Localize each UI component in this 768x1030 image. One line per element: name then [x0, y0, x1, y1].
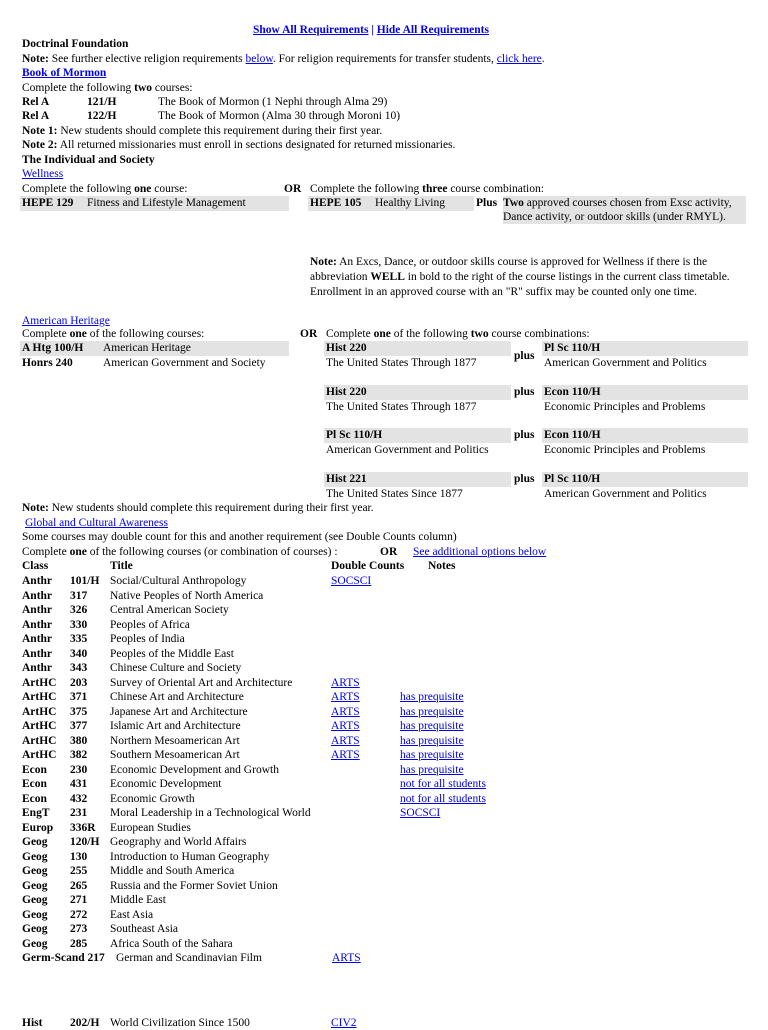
- gca-row-dept: Econ: [22, 793, 47, 805]
- doctrinal-note: Note: See further elective religion requirements below. For religion requirements for transfer students, click here.: [22, 53, 545, 65]
- gca-row-double-count[interactable]: ARTS: [331, 691, 360, 703]
- gca-row-num: 382: [70, 749, 88, 761]
- combo-b-title: Economic Principles and Problems: [544, 444, 706, 456]
- hepe129-row: HEPE 129 Fitness and Lifestyle Management: [20, 196, 289, 211]
- gca-row-dept: Anthr: [22, 662, 53, 674]
- gca-row-double-count[interactable]: ARTS: [331, 677, 360, 689]
- gca-row-dept: Geog: [22, 938, 48, 950]
- individual-heading: The Individual and Society: [22, 154, 155, 166]
- combo-a-code: Hist 220: [324, 341, 511, 356]
- note-2: Note 2: All returned missionaries must enroll in sections designated for returned missionaries.: [22, 139, 456, 151]
- combo-a-code: Hist 221: [324, 472, 511, 487]
- gca-row-title: Native Peoples of North America: [110, 590, 264, 602]
- header-double-counts: Double Counts: [331, 560, 405, 572]
- gca-row-num: 273: [70, 923, 88, 935]
- combo-a-title: American Government and Politics: [326, 444, 489, 456]
- gca-row-num: 380: [70, 735, 88, 747]
- course-dept: Rel A: [22, 96, 50, 108]
- gca-row-dept: Econ: [22, 778, 47, 790]
- book-of-mormon-link[interactable]: Book of Mormon: [22, 67, 107, 79]
- gca-row-dept: Geog: [22, 894, 48, 906]
- gca-row-dept: Europ: [22, 822, 54, 834]
- gca-row-title: Southeast Asia: [110, 923, 179, 935]
- gca-row-double-count[interactable]: ARTS: [331, 720, 360, 732]
- gca-row-dept: Geog: [22, 851, 48, 863]
- gca-row-title: Geography and World Affairs: [110, 836, 247, 848]
- gca-row-title: Peoples of the Middle East: [110, 648, 234, 660]
- or-label: OR: [380, 546, 398, 558]
- gca-row-dept: Anthr: [22, 575, 53, 587]
- or-label: OR: [300, 328, 318, 340]
- ah-note: Note: New students should complete this requirement during their first year.: [22, 502, 374, 514]
- gca-row-num: 255: [70, 865, 88, 877]
- gca-row-note[interactable]: not for all students: [400, 793, 486, 805]
- gca-row-num: 317: [70, 590, 88, 602]
- gca-row-title: Economic Development and Growth: [110, 764, 279, 776]
- gca-row-title: Social/Cultural Anthropology: [110, 575, 247, 587]
- combo-b-code: Econ 110/H: [542, 385, 748, 400]
- additional-options-link[interactable]: See additional options below: [413, 546, 547, 558]
- gca-row-num: 130: [70, 851, 88, 863]
- or-label: OR: [284, 183, 302, 195]
- last-row-dept: Hist: [22, 1017, 43, 1029]
- separator: |: [371, 24, 374, 36]
- wellness-link[interactable]: Wellness: [22, 168, 64, 180]
- bom-instruction: Complete the following two courses:: [22, 82, 193, 94]
- gca-row-double-count[interactable]: ARTS: [331, 749, 360, 761]
- ah-left-course: Honrs 240 American Government and Society: [22, 357, 266, 369]
- last-row-double[interactable]: CIV2: [331, 1017, 357, 1029]
- gca-row-dept: Anthr: [22, 648, 53, 660]
- wellness-right-instruction: Complete the following three course combination:: [310, 183, 544, 195]
- gca-row-title: Economic Development: [110, 778, 222, 790]
- gca-row-double-count[interactable]: ARTS: [331, 735, 360, 747]
- gca-row-num: 101/H: [70, 575, 100, 587]
- gca-row-num: 371: [70, 691, 88, 703]
- plus-label: plus: [514, 473, 535, 485]
- gca-row-num: 231: [70, 807, 88, 819]
- germ-scand-double[interactable]: ARTS: [332, 952, 361, 964]
- gca-row-dept: Geog: [22, 865, 48, 877]
- gca-row-note[interactable]: not for all students: [400, 778, 486, 790]
- gca-row-num: 120/H: [70, 836, 100, 848]
- gca-row-title: Middle and South America: [110, 865, 235, 877]
- gca-row-num: 375: [70, 706, 88, 718]
- gca-row-note[interactable]: has prequisite: [400, 691, 464, 703]
- doctrinal-heading: Doctrinal Foundation: [22, 38, 129, 50]
- combo-b-title: American Government and Politics: [544, 357, 707, 369]
- gca-row-dept: ArtHC: [22, 735, 57, 747]
- last-row-title: World Civilization Since 1500: [110, 1017, 250, 1029]
- gca-row-num: 431: [70, 778, 88, 790]
- gca-row-num: 326: [70, 604, 88, 616]
- course-dept: Rel A: [22, 110, 50, 122]
- hepe105-row: HEPE 105 Healthy Living: [308, 196, 474, 211]
- gca-row-num: 336R: [70, 822, 96, 834]
- gca-row-note[interactable]: has prequisite: [400, 706, 464, 718]
- gca-row-title: Moral Leadership in a Technological World: [110, 807, 311, 819]
- gca-row-title: Introduction to Human Geography: [110, 851, 270, 863]
- gca-row-title: Chinese Art and Architecture: [110, 691, 244, 703]
- gca-row-dept: Anthr: [22, 604, 53, 616]
- header-class: Class: [22, 560, 49, 572]
- show-all-requirements-link[interactable]: Show All Requirements: [253, 24, 369, 36]
- gca-row-double-count[interactable]: SOCSCI: [331, 575, 372, 587]
- gca-row-dept: Geog: [22, 909, 48, 921]
- gca-row-num: 271: [70, 894, 88, 906]
- ah-left-instruction: Complete one of the following courses:: [22, 328, 205, 340]
- combo-b-code: Pl Sc 110/H: [542, 341, 748, 356]
- combo-b-title: Economic Principles and Problems: [544, 401, 706, 413]
- gca-row-dept: ArtHC: [22, 677, 57, 689]
- click-here-link[interactable]: click here: [496, 53, 542, 65]
- combo-b-code: Pl Sc 110/H: [542, 472, 748, 487]
- course-number: 122/H: [87, 110, 117, 122]
- gca-row-dept: Anthr: [22, 633, 53, 645]
- gca-row-title: Chinese Culture and Society: [110, 662, 242, 674]
- gca-row-note[interactable]: has prequisite: [400, 720, 464, 732]
- hide-all-requirements-link[interactable]: Hide All Requirements: [376, 24, 489, 36]
- header-title: Title: [110, 560, 133, 572]
- gca-row-num: 203: [70, 677, 88, 689]
- american-heritage-link[interactable]: American Heritage: [22, 315, 110, 327]
- ah-right-instruction: Complete one of the following two course combinations:: [326, 328, 590, 340]
- gca-row-dept: ArtHC: [22, 720, 57, 732]
- germ-scand-class: Germ-Scand 217: [22, 952, 105, 964]
- gca-row-num: 265: [70, 880, 88, 892]
- wellness-note: Note: An Excs, Dance, or outdoor skills course is approved for Wellness if there is the abbreviation WELL in bold to the right of the course listings in the current class timetable. Enrollment in an approved course with an "R" suffix may be counted only one time.: [310, 256, 730, 298]
- last-row-num: 202/H: [70, 1017, 100, 1029]
- ah-left-course: A Htg 100/H American Heritage: [20, 341, 289, 356]
- gca-row-title: Central American Society: [110, 604, 229, 616]
- gca-row-note[interactable]: has prequisite: [400, 749, 464, 761]
- gca-row-double-count[interactable]: ARTS: [331, 706, 360, 718]
- course-number: 121/H: [87, 96, 117, 108]
- note-1: Note 1: New students should complete this requirement during their first year.: [22, 125, 383, 137]
- global-double-count-note: Some courses may double count for this and another requirement (see Double Counts column): [22, 531, 457, 543]
- gca-row-title: Middle East: [110, 894, 166, 906]
- combo-b-title: American Government and Politics: [544, 488, 707, 500]
- plus-label: plus: [514, 386, 535, 398]
- gca-row-dept: Geog: [22, 923, 48, 935]
- gca-row-dept: ArtHC: [22, 749, 57, 761]
- gca-row-title: Economic Growth: [110, 793, 195, 805]
- combo-b-code: Econ 110/H: [542, 428, 748, 443]
- gca-row-num: 335: [70, 633, 88, 645]
- gca-row-title: European Studies: [110, 822, 191, 834]
- gca-row-dept: Geog: [22, 836, 48, 848]
- top-links: [253, 23, 489, 37]
- gca-row-title: Peoples of India: [110, 633, 185, 645]
- gca-row-title: Islamic Art and Architecture: [110, 720, 241, 732]
- below-link[interactable]: below: [245, 53, 273, 65]
- gca-row-note[interactable]: SOCSCI: [400, 807, 441, 819]
- gca-row-dept: Anthr: [22, 619, 53, 631]
- gca-row-title: Northern Mesoamerican Art: [110, 735, 240, 747]
- combo-a-code: Pl Sc 110/H: [324, 428, 511, 443]
- gca-row-dept: EngT: [22, 807, 50, 819]
- course-title: The Book of Mormon (Alma 30 through Moroni 10): [158, 110, 401, 122]
- gca-row-title: Peoples of Africa: [110, 619, 190, 631]
- gca-row-title: East Asia: [110, 909, 154, 921]
- gca-row-title: Russia and the Former Soviet Union: [110, 880, 278, 892]
- gca-row-num: 343: [70, 662, 88, 674]
- gca-row-num: 340: [70, 648, 88, 660]
- combo-a-title: The United States Since 1877: [326, 488, 463, 500]
- header-notes: Notes: [428, 560, 456, 572]
- gca-row-dept: ArtHC: [22, 691, 57, 703]
- gca-row-num: 377: [70, 720, 88, 732]
- gca-row-dept: Anthr: [22, 590, 53, 602]
- plus-description: Two approved courses chosen from Exsc activity, Dance activity, or outdoor skills (under RMYL).: [503, 196, 746, 224]
- gca-row-dept: ArtHC: [22, 706, 57, 718]
- germ-scand-title: German and Scandinavian Film: [116, 952, 262, 964]
- wellness-left-instruction: Complete the following one course:: [22, 183, 188, 195]
- gca-row-num: 272: [70, 909, 88, 921]
- course-title: The Book of Mormon (1 Nephi through Alma 29): [158, 96, 388, 108]
- plus-label: plus: [514, 429, 535, 441]
- gca-row-note[interactable]: has prequisite: [400, 764, 464, 776]
- gca-row-num: 285: [70, 938, 88, 950]
- combo-a-title: The United States Through 1877: [326, 357, 477, 369]
- gca-row-dept: Econ: [22, 764, 47, 776]
- gca-row-num: 432: [70, 793, 88, 805]
- gca-row-title: Japanese Art and Architecture: [110, 706, 248, 718]
- gca-row-dept: Geog: [22, 880, 48, 892]
- gca-row-title: Survey of Oriental Art and Architecture: [110, 677, 293, 689]
- plus-label: plus: [514, 350, 535, 362]
- combo-a-title: The United States Through 1877: [326, 401, 477, 413]
- global-cultural-link[interactable]: Global and Cultural Awareness: [25, 517, 168, 529]
- combo-a-code: Hist 220: [324, 385, 511, 400]
- gca-row-title: Africa South of the Sahara: [110, 938, 233, 950]
- plus-label: Plus: [476, 197, 498, 209]
- global-instruction: Complete one of the following courses (or combination of courses) :: [22, 546, 338, 558]
- gca-row-num: 230: [70, 764, 88, 776]
- gca-row-title: Southern Mesoamerican Art: [110, 749, 240, 761]
- gca-row-num: 330: [70, 619, 88, 631]
- gca-row-note[interactable]: has prequisite: [400, 735, 464, 747]
